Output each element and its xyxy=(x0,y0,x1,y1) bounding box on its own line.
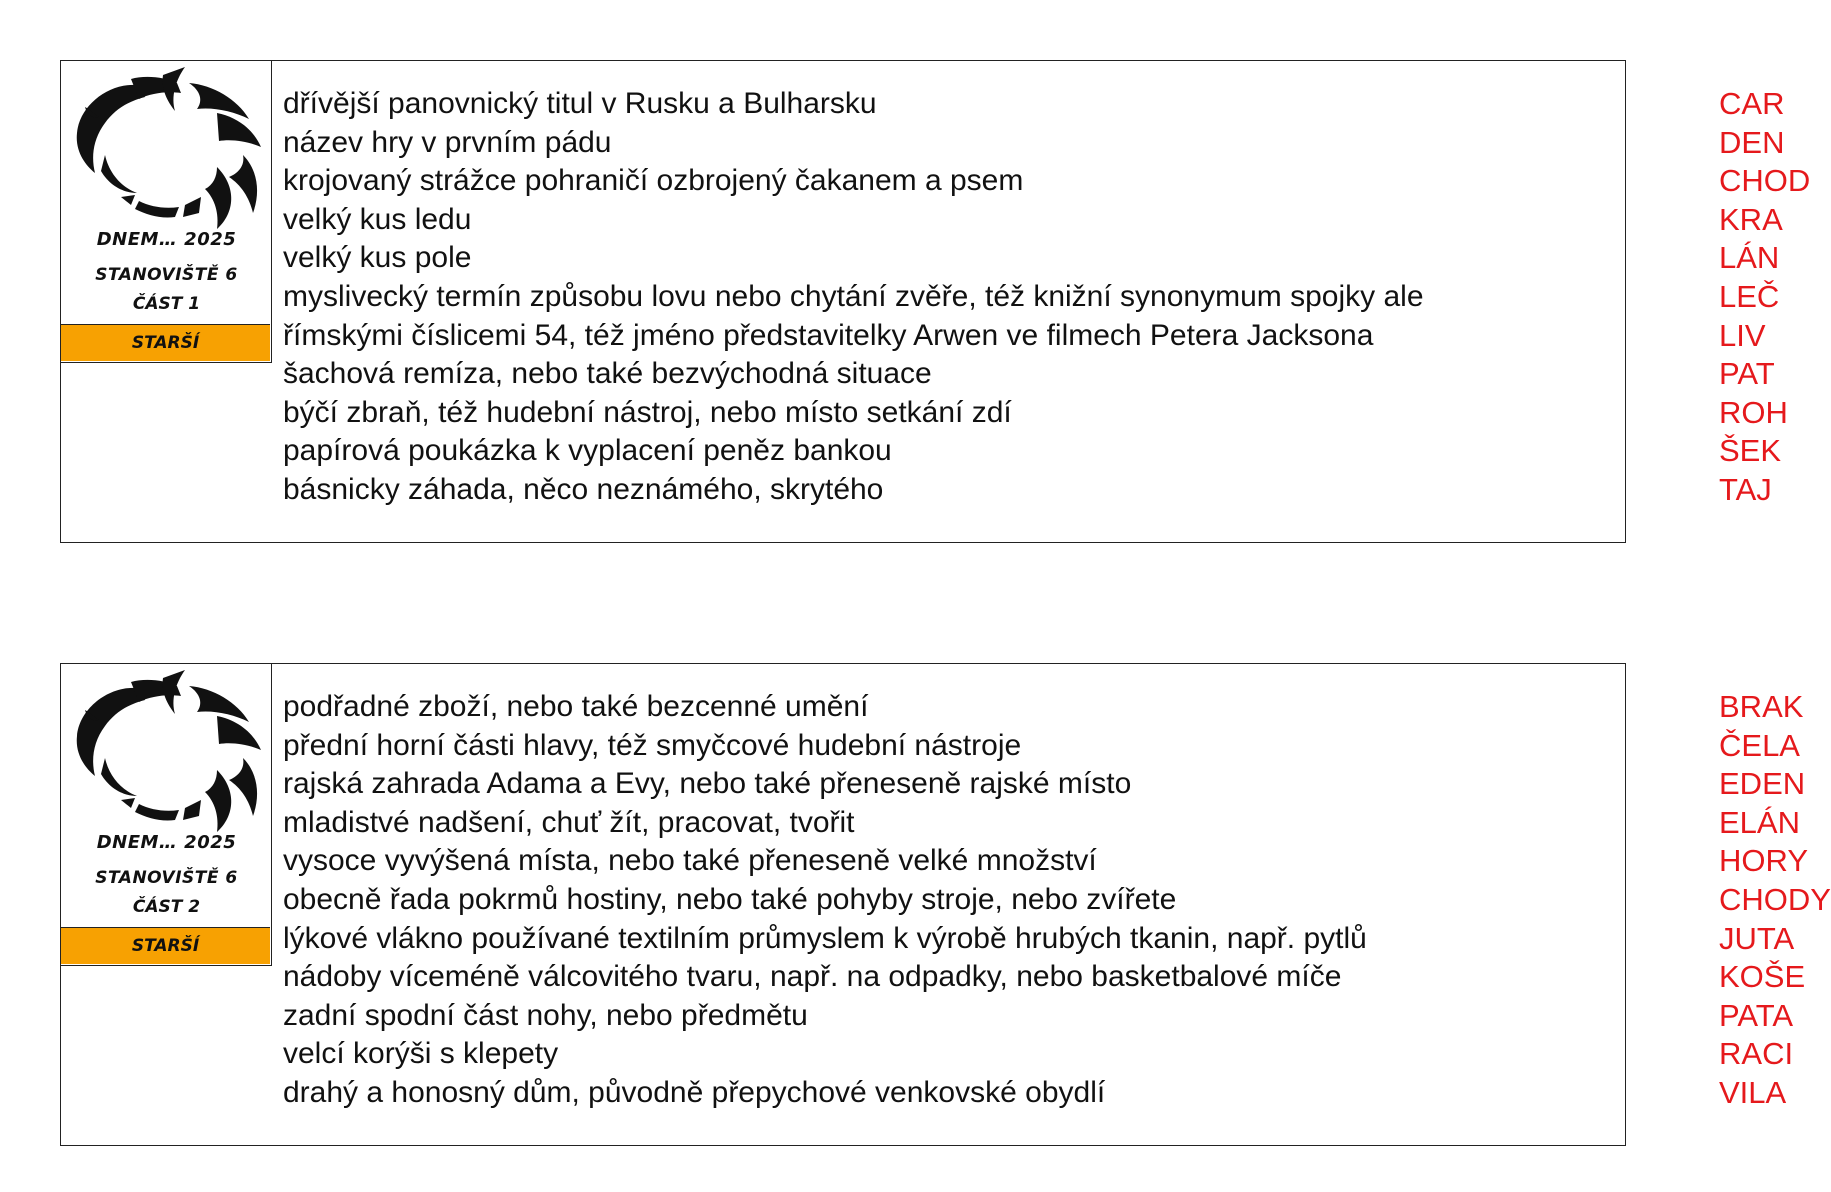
riddle-row xyxy=(283,688,1804,727)
riddle-row xyxy=(283,85,1785,124)
riddle-card-part-1 xyxy=(60,60,1811,543)
logo-part-label: ČÁST 2 xyxy=(132,897,201,917)
riddle-answer: EDEN xyxy=(1719,766,1806,802)
riddle-row xyxy=(283,842,1809,881)
riddle-row xyxy=(283,1074,1787,1113)
riddle-clue: přední horní části hlavy, též smyčcové hudební nástroje xyxy=(283,728,1022,762)
riddle-answer: CAR xyxy=(1719,86,1785,121)
riddle-row xyxy=(283,239,1780,278)
riddle-clue: papírová poukázka k vyplacení peněz bankou xyxy=(283,434,892,468)
riddle-clue: dřívější panovnický titul v Rusku a Bulharsku xyxy=(283,87,877,120)
riddle-answer: DEN xyxy=(1719,124,1785,160)
logo-category-badge: STARŠÍ xyxy=(61,927,270,964)
riddle-clue: lýkové vlákno používané textilním průmyslem k výrobě hrubých tkanin, např. pytlů xyxy=(283,921,1367,955)
riddle-clue: velký kus ledu xyxy=(283,202,472,236)
riddle-row xyxy=(283,317,1766,356)
riddle-row xyxy=(283,355,1775,394)
riddle-answer: PAT xyxy=(1719,356,1775,392)
riddle-list xyxy=(283,688,1831,1113)
riddle-clue: krojovaný strážce pohraničí ozbrojený čakanem a psem xyxy=(283,164,1024,198)
riddle-row xyxy=(283,765,1806,804)
riddle-answer: KOŠE xyxy=(1719,959,1806,995)
riddle-answer: RACI xyxy=(1719,1036,1794,1072)
riddle-answer: ELÁN xyxy=(1719,804,1800,840)
riddle-clue: mladistvé nadšení, chuť žít, pracovat, tvořit xyxy=(283,805,855,839)
riddle-clue: šachová remíza, nebo také bezvýchodná situace xyxy=(283,357,932,391)
riddle-clue: drahý a honosný dům, původně přepychové venkovské obydlí xyxy=(283,1075,1106,1109)
riddle-answer: JUTA xyxy=(1719,920,1795,956)
riddle-row xyxy=(283,727,1800,766)
riddle-answer: LIV xyxy=(1719,317,1766,353)
riddle-answer: BRAK xyxy=(1719,689,1804,724)
riddle-clue: býčí zbraň, též hudební nástroj, nebo místo setkání zdí xyxy=(283,395,1012,429)
riddle-clue: vysoce vyvýšená místa, nebo také přeneseně velké množství xyxy=(283,844,1097,878)
riddle-card-part-2 xyxy=(60,663,1831,1146)
riddle-clue: velcí korýši s klepety xyxy=(283,1037,559,1071)
riddle-row xyxy=(283,162,1811,201)
riddle-clue: rajská zahrada Adama a Evy, nebo také přeneseně rajské místo xyxy=(283,767,1132,801)
riddle-answer: LEČ xyxy=(1719,278,1780,314)
riddle-row xyxy=(283,958,1806,997)
riddle-answer: ROH xyxy=(1719,394,1788,430)
riddle-list xyxy=(283,85,1811,510)
riddle-row xyxy=(283,997,1794,1036)
riddle-answer: VILA xyxy=(1719,1074,1787,1110)
riddle-row xyxy=(283,881,1831,920)
logo-station-label: STANOVIŠTĚ 6 xyxy=(95,265,238,285)
riddle-row xyxy=(283,278,1780,317)
logo-category-badge: STARŠÍ xyxy=(61,324,270,361)
riddle-clue: římskými číslicemi 54, též jméno představitelky Arwen ve filmech Petera Jacksona xyxy=(283,318,1374,352)
riddle-answer: ČELA xyxy=(1719,727,1800,763)
riddle-clue: obecně řada pokrmů hostiny, nebo také pohyby stroje, nebo zvířete xyxy=(283,882,1177,916)
riddle-answer: TAJ xyxy=(1719,471,1772,507)
riddle-answer: LÁN xyxy=(1719,240,1780,276)
riddle-clue: velký kus pole xyxy=(283,241,472,275)
riddle-row xyxy=(283,471,1772,510)
riddle-row xyxy=(283,124,1785,163)
riddle-clue: podřadné zboží, nebo také bezcenné umění xyxy=(283,690,869,723)
riddle-clue: básnicky záhada, něco neznámého, skrytého xyxy=(283,472,884,506)
riddle-row xyxy=(283,1035,1794,1074)
riddle-row xyxy=(283,432,1782,471)
swirl-logo-icon xyxy=(67,670,267,834)
riddle-clue: myslivecký termín způsobu lovu nebo chytání zvěře, též knižní synonymum spojky ale xyxy=(283,279,1424,313)
logo-station-label: STANOVIŠTĚ 6 xyxy=(95,868,238,888)
logo-box xyxy=(61,664,272,966)
riddle-answer: HORY xyxy=(1719,843,1809,879)
riddle-row xyxy=(283,394,1788,433)
logo-part-label: ČÁST 1 xyxy=(132,294,201,314)
logo-event-title: DNEM… 2025 xyxy=(96,832,237,853)
riddle-clue: nádoby víceméně válcovitého tvaru, např. na odpadky, nebo basketbalové míče xyxy=(283,960,1342,994)
riddle-answer: CHOD xyxy=(1719,163,1811,199)
riddle-clue: zadní spodní část nohy, nebo předmětu xyxy=(283,998,808,1032)
riddle-answer: CHODY xyxy=(1719,881,1831,917)
riddle-answer: PATA xyxy=(1719,997,1794,1033)
logo-box xyxy=(61,61,272,363)
riddle-answer: ŠEK xyxy=(1719,433,1782,469)
riddle-answer: KRA xyxy=(1719,201,1783,237)
riddle-row xyxy=(283,201,1783,240)
riddle-row xyxy=(283,920,1795,959)
logo-event-title: DNEM… 2025 xyxy=(96,229,237,250)
swirl-logo-icon xyxy=(67,67,267,231)
riddle-row xyxy=(283,804,1800,843)
riddle-clue: název hry v prvním pádu xyxy=(283,125,612,159)
